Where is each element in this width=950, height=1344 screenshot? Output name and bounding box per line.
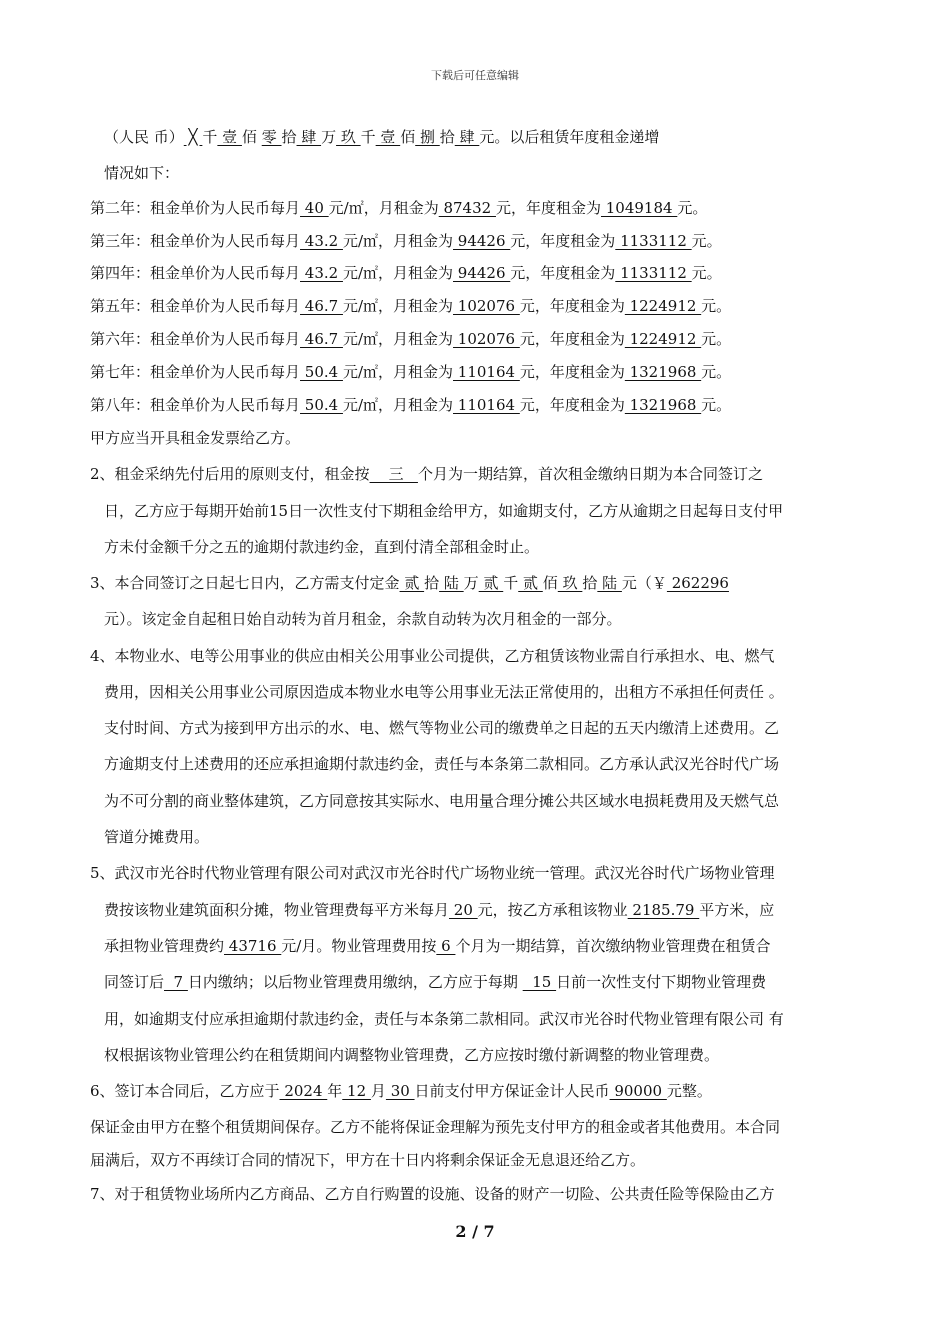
page-header-note: 下载后可任意编辑 <box>431 69 519 82</box>
clause-6-line: 届满后，双方不再续订合同的情况下，甲方在十日内将剩余保证金无息退还给乙方。 <box>90 1151 646 1169</box>
rent-row: 第三年：租金单价为人民币每月 43.2 元/㎡，月租金为 94426 元，年度租金为 1133112 元。 <box>90 232 722 250</box>
rent-row: 第四年：租金单价为人民币每月 43.2 元/㎡，月租金为 94426 元，年度租金为 1133112 元。 <box>90 264 722 282</box>
clause-3-line: 3、本合同签订之日起七日内，乙方需支付定金 贰 拾 陆 万 贰 千 贰 佰 玖 拾 陆 元（￥ 262296 <box>90 574 729 592</box>
clause-4-line: 费用，因相关公用事业公司原因造成本物业水电等公用事业无法正常使用的，出租方不承担任何责任 。 <box>104 683 784 701</box>
clause-5-line: 权根据该物业管理公约在租赁期间内调整物业管理费，乙方应按时缴付新调整的物业管理费。 <box>104 1046 720 1064</box>
clause-4-line: 支付时间、方式为接到甲方出示的水、电、燃气等物业公司的缴费单之日起的五天内缴清上述费用。乙 <box>104 719 780 737</box>
clause-5-line: 同签订后 7 日内缴纳；以后物业管理费用缴纳，乙方应于每期 15 日前一次性支付下期物业管理费 <box>104 973 767 991</box>
rent-row: 第二年：租金单价为人民币每月 40 元/㎡，月租金为 87432 元，年度租金为 1049184 元。 <box>90 199 708 217</box>
rent-row: 第六年：租金单价为人民币每月 46.7 元/㎡，月租金为 102076 元，年度租金为 1224912 元。 <box>90 330 732 348</box>
invoice-statement: 甲方应当开具租金发票给乙方。 <box>90 429 301 447</box>
clause-3-line: 元）。该定金自起租日始自动转为首月租金，余款自动转为次月租金的一部分。 <box>104 610 622 628</box>
clause-5-line: 费按该物业建筑面积分摊，物业管理费每平方米每月 20 元，按乙方承租该物业 2185.79 平方米，应 <box>104 901 775 919</box>
clause-2-line: 2、租金采纳先付后用的原则支付，租金按 三 个月为一期结算，首次租金缴纳日期为本合同签订之 <box>90 465 763 483</box>
rent-increase-intro: 情况如下： <box>104 164 180 182</box>
clause-6-line: 6、签订本合同后，乙方应于 2024 年 12 月 30 日前支付甲方保证金计人民币 90000 元整。 <box>90 1082 712 1100</box>
rent-row: 第八年：租金单价为人民币每月 50.4 元/㎡，月租金为 110164 元，年度租金为 1321968 元。 <box>90 396 732 414</box>
clause-4-line: 方逾期支付上述费用的还应承担逾期付款违约金，责任与本条第二款相同。乙方承认武汉光谷时代广场 <box>104 755 780 773</box>
clause-7-line: 7、对于租赁物业场所内乙方商品、乙方自行购置的设施、设备的财产一切险、公共责任险等保险由乙方 <box>90 1185 775 1203</box>
clause-6-line: 保证金由甲方在整个租赁期间保存。乙方不能将保证金理解为预先支付甲方的租金或者其他费用。本合同 <box>90 1118 781 1136</box>
clause-2-line: 方未付金额千分之五的逾期付款违约金，直到付清全部租金时止。 <box>104 538 540 556</box>
clause-4-line: 4、本物业水、电等公用事业的供应由相关公用事业公司提供，乙方租赁该物业需自行承担水、电、燃气 <box>90 647 775 665</box>
rent-row: 第七年：租金单价为人民币每月 50.4 元/㎡，月租金为 110164 元，年度租金为 1321968 元。 <box>90 363 732 381</box>
clause-2-line: 日，乙方应于每期开始前15日一次性支付下期租金给甲方，如逾期支付，乙方从逾期之日起每日支付甲 <box>104 502 784 520</box>
clause-4-line: 为不可分割的商业整体建筑，乙方同意按其实际水、电用量合理分摊公共区域水电损耗费用及天燃气总 <box>104 792 780 810</box>
page-number: 2 / 7 <box>455 1222 495 1241</box>
clause-4-line: 管道分摊费用。 <box>104 828 210 846</box>
clause-5-line: 用，如逾期支付应承担逾期付款违约金，责任与本条第二款相同。武汉市光谷时代物业管理有限公司 有 <box>104 1010 784 1028</box>
clause-5-line: 承担物业管理费约 43716 元/月。物业管理费用按 6 个月为一期结算，首次缴纳物业管理费在租赁合 <box>104 937 771 955</box>
rent-amount-line: （人民 币） ╳ 千 壹 佰 零 拾 肆 万 玖 千 壹 佰 捌 拾 肆 元。以后租赁年度租金递增 <box>104 128 660 146</box>
rent-row: 第五年：租金单价为人民币每月 46.7 元/㎡，月租金为 102076 元，年度租金为 1224912 元。 <box>90 297 732 315</box>
clause-5-line: 5、武汉市光谷时代物业管理有限公司对武汉市光谷时代广场物业统一管理。武汉光谷时代广场物业管理 <box>90 864 775 882</box>
